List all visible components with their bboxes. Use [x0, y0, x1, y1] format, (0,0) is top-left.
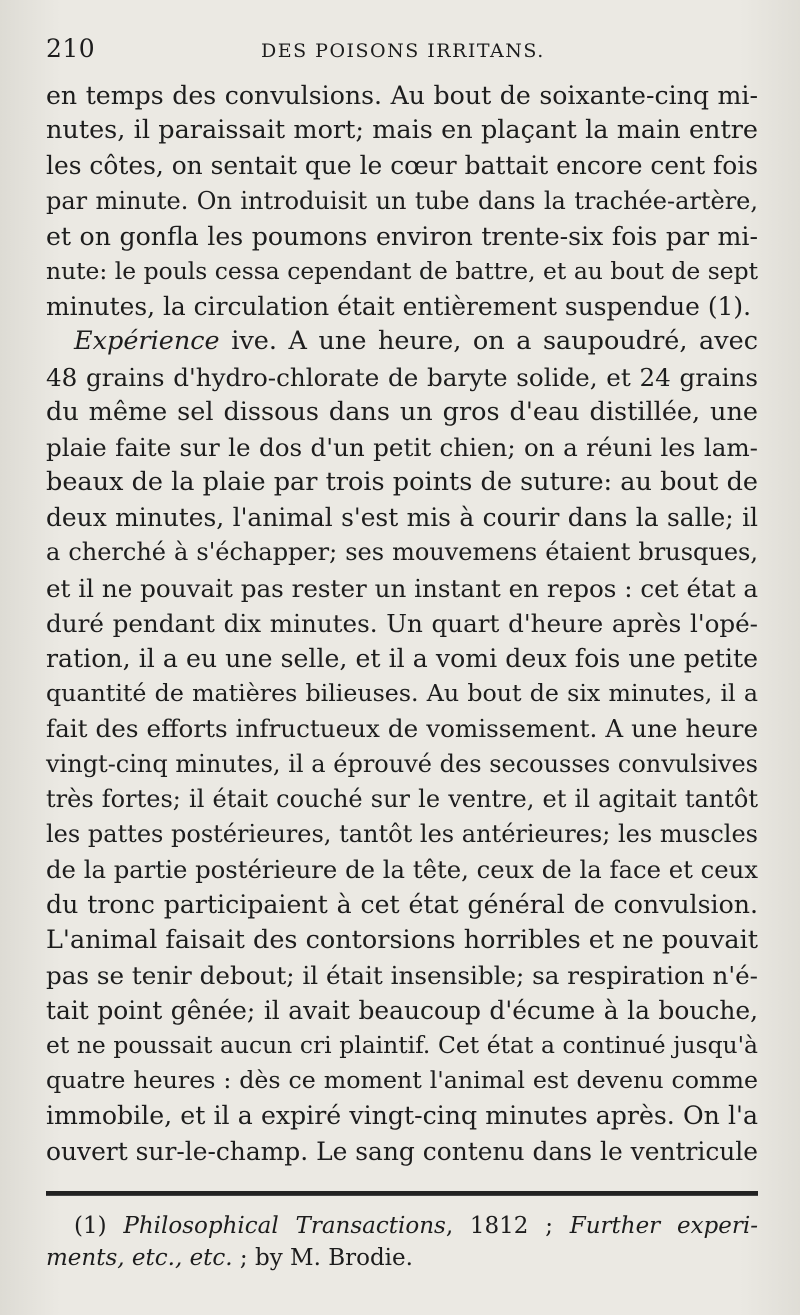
experience-label: Expérience — [74, 326, 220, 357]
footnote-line — [46, 1242, 758, 1274]
text-line: quatre heures : dès ce moment l'animal est devenu comme — [46, 1066, 758, 1095]
footnotes — [46, 1210, 758, 1274]
text-line: de la partie postérieure de la tête, ceux de la face et ceux — [46, 855, 758, 885]
footnote-author: by M. Brodie. — [255, 1244, 413, 1271]
text-line: nute: le pouls cessa cependant de battre, et au bout de sept — [46, 256, 758, 285]
text-line: ration, il a eu une selle, et il a vomi deux fois une petite — [46, 644, 758, 673]
running-title: DES POISONS IRRITANS. — [261, 40, 545, 62]
text-line: et on gonfla les poumons environ trente-six fois par mi- — [46, 221, 758, 251]
text-line: très fortes; il était couché sur le ventre, et il agitait tantôt — [46, 784, 758, 813]
text-line: duré pendant dix minutes. Un quart d'heure après l'opé- — [46, 608, 758, 638]
text-line: par minute. On introduisit un tube dans la trachée-artère, — [46, 186, 758, 215]
text-line: minutes, la circulation était entièrement suspendue (1). — [46, 292, 751, 322]
text-line: du même sel dissous dans un gros d'eau distillée, une — [46, 396, 758, 427]
text-line: et ne poussait aucun cri plaintif. Cet état a continué jusqu'à — [46, 1031, 758, 1060]
text-line: en temps des convulsions. Au bout de soixante-cinq mi- — [46, 81, 758, 110]
text-line: nutes, il paraissait mort; mais en plaçant la main entre — [46, 115, 758, 146]
text-line: a cherché à s'échapper; ses mouvemens étaient brusques, — [46, 538, 758, 567]
text-line: tait point gênée; il avait beaucoup d'écume à la bouche, — [46, 995, 758, 1025]
page-header — [46, 34, 758, 74]
text-line: ouvert sur-le-champ. Le sang contenu dans le ventricule — [46, 1136, 758, 1166]
experience-number: ive. — [231, 326, 277, 357]
text-line: pas se tenir debout; il était insensible; sa respiration n'é- — [46, 960, 758, 990]
footnote-marker: (1) — [74, 1212, 107, 1239]
experience-heading-line — [46, 324, 758, 359]
text-line: et il ne pouvait pas rester un instant en repos : cet état a — [46, 573, 758, 603]
page-number: 210 — [46, 34, 96, 63]
footnote-journal: Philosophical Transactions — [123, 1212, 446, 1239]
footnote-separator: ; — [232, 1244, 255, 1271]
footnote-further-cont: ments, etc., etc. — [46, 1244, 233, 1271]
text-line: quantité de matières bilieuses. Au bout de six minutes, il a — [46, 679, 758, 708]
text-line: A une heure, on a saupoudré, avec — [276, 326, 758, 357]
text-line: beaux de la plaie par trois points de suture: au bout de — [46, 467, 758, 498]
text-line: 48 grains d'hydro-chlorate de baryte solide, et 24 grains — [46, 362, 758, 392]
text-line: deux minutes, l'animal s'est mis à courir dans la salle; il — [46, 503, 758, 533]
text-line: plaie faite sur le dos d'un petit chien; on a réuni les lam- — [46, 432, 758, 462]
footnote-further: Further experi- — [569, 1212, 758, 1239]
text-line: immobile, et il a expiré vingt-cinq minutes après. On l'a — [46, 1101, 758, 1131]
text-line: du tronc participaient à cet état général de convulsion. — [46, 890, 758, 920]
text-line: L'animal faisait des contorsions horribles et ne pouvait — [46, 924, 758, 955]
footnote-line — [46, 1210, 758, 1242]
text-line: les côtes, on sentait que le cœur battait encore cent fois — [46, 151, 758, 181]
text-line: fait des efforts infructueux de vomissement. A une heure — [46, 714, 758, 744]
footnote-rule — [46, 1191, 758, 1196]
footnote-year: , 1812 ; — [445, 1212, 570, 1239]
text-line: vingt-cinq minutes, il a éprouvé des secousses convulsives — [46, 749, 758, 778]
body-text — [46, 78, 758, 1169]
text-line: les pattes postérieures, tantôt les antérieures; les muscles — [46, 819, 758, 848]
